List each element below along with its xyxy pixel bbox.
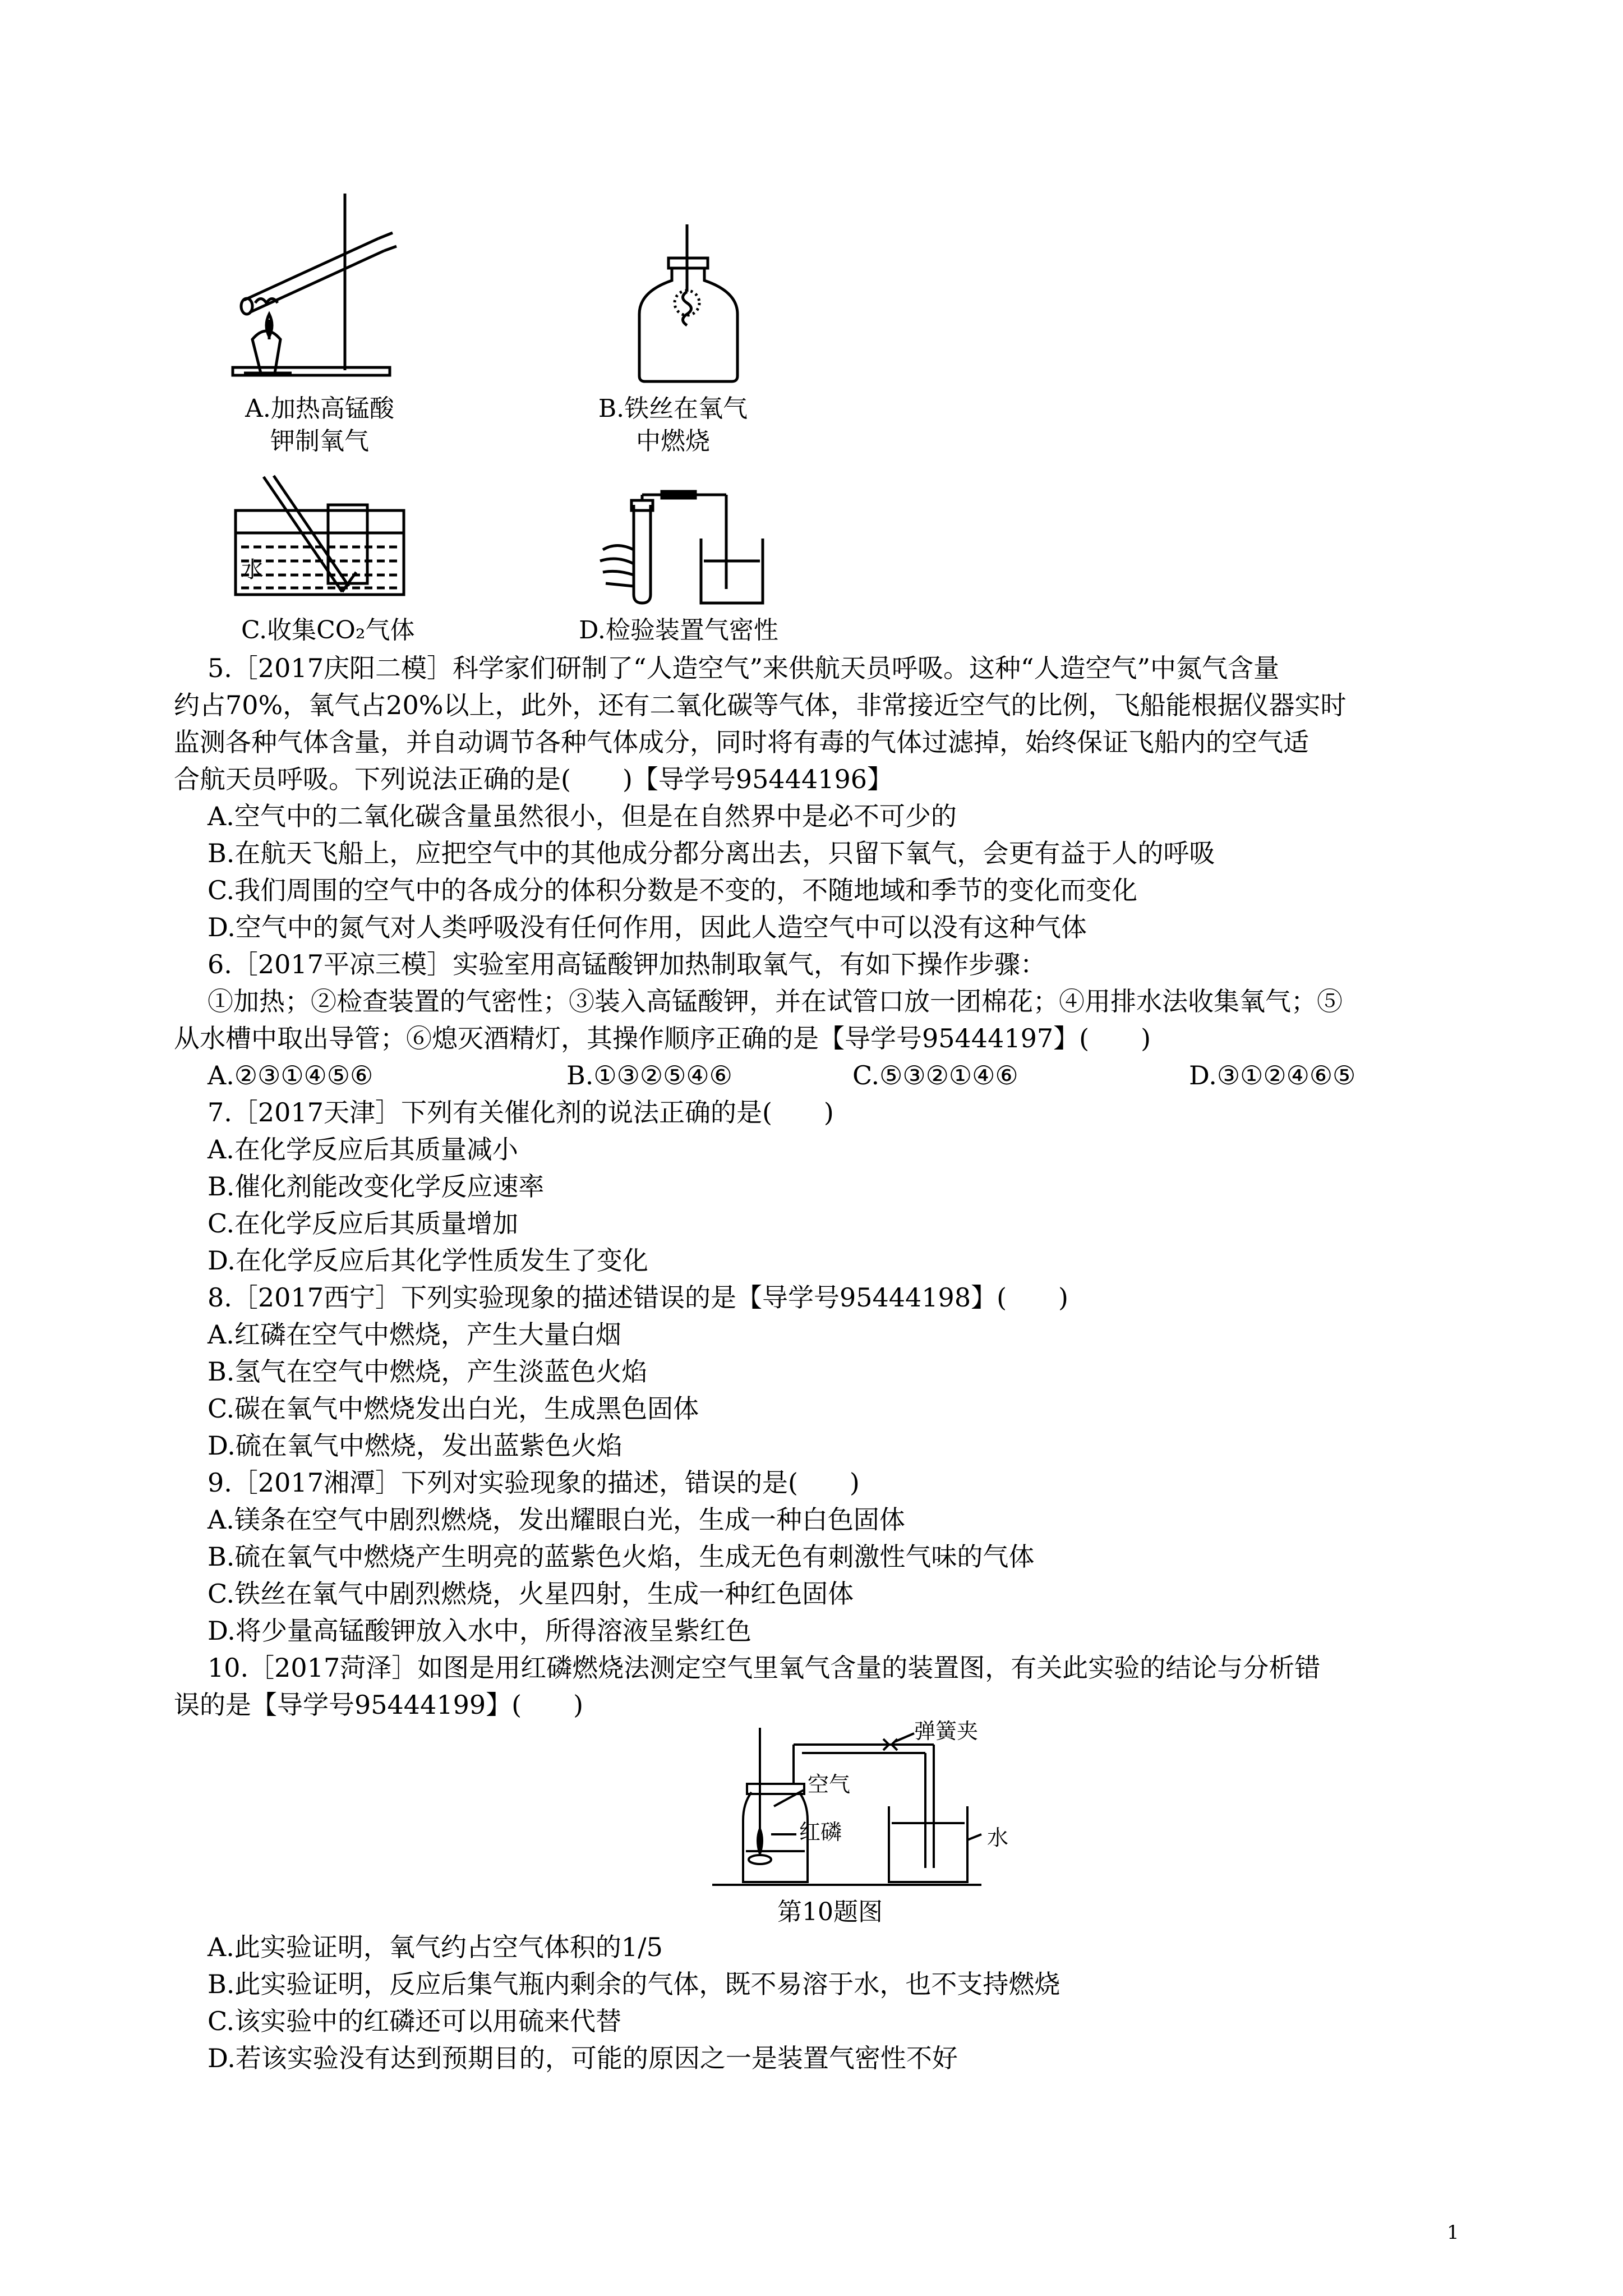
q5-line-2: 约占70%，氧气占20%以上，此外，还有二氧化碳等气体，非常接近空气的比例，飞船能根据仪器实时	[174, 690, 1347, 720]
q7-option-c[interactable]: C.在化学反应后其质量增加	[208, 1208, 519, 1239]
q8-stem: 8.［2017西宁］下列实验现象的描述错误的是【导学号95444198】( )	[208, 1282, 1068, 1313]
figure-a-caption: A.加热高锰酸 钾制氧气	[245, 394, 394, 455]
q10-label-water: 水	[987, 1825, 1009, 1850]
q5-option-d[interactable]: D.空气中的氮气对人类呼吸没有任何作用，因此人造空气中可以没有这种气体	[208, 912, 1087, 942]
q6-option-a[interactable]: A.②③①④⑤⑥	[208, 1060, 374, 1091]
figure-d-airtightness-check	[594, 494, 768, 606]
q6-option-d[interactable]: D.③①②④⑥⑤	[1189, 1060, 1356, 1091]
q9-option-a[interactable]: A.镁条在空气中剧烈燃烧，发出耀眼白光，生成一种白色固体	[208, 1504, 905, 1535]
q10-option-b[interactable]: B.此实验证明，反应后集气瓶内剩余的气体，既不易溶于水，也不支持燃烧	[208, 1969, 1061, 1999]
q6-line-3: 从水槽中取出导管；⑥熄灭酒精灯，其操作顺序正确的是【导学号95444197】( )	[174, 1023, 1151, 1053]
figure-a-heating-kmno4	[222, 188, 423, 379]
q7-option-a[interactable]: A.在化学反应后其质量减小	[208, 1134, 518, 1165]
figure-b-caption: B.铁丝在氧气 中燃烧	[598, 394, 748, 455]
q10-option-a[interactable]: A.此实验证明，氧气约占空气体积的1/5	[208, 1932, 663, 1962]
q7-option-b[interactable]: B.催化剂能改变化学反应速率	[208, 1171, 545, 1202]
q8-option-a[interactable]: A.红磷在空气中燃烧，产生大量白烟	[208, 1319, 621, 1350]
q8-option-d[interactable]: D.硫在氧气中燃烧，发出蓝紫色火焰	[208, 1430, 623, 1461]
q5-option-b[interactable]: B.在航天飞船上，应把空气中的其他成分都分离出去，只留下氧气，会更有益于人的呼吸	[208, 838, 1215, 868]
q6-option-b[interactable]: B.①③②⑤④⑥	[566, 1060, 732, 1091]
q9-option-d[interactable]: D.将少量高锰酸钾放入水中，所得溶液呈紫红色	[208, 1616, 751, 1646]
q6-option-c[interactable]: C.⑤③②①④⑥	[852, 1060, 1018, 1091]
q10-line-2: 误的是【导学号95444199】( )	[174, 1690, 584, 1720]
q8-option-b[interactable]: B.氢气在空气中燃烧，产生淡蓝色火焰	[208, 1356, 648, 1387]
q10-label-clamp: 弹簧夹	[914, 1719, 979, 1743]
q8-option-c[interactable]: C.碳在氧气中燃烧发出白光，生成黑色固体	[208, 1393, 699, 1424]
q5-line-3: 监测各种气体含量，并自动调节各种气体成分，同时将有毒的气体过滤掉，始终保证飞船内的空气适	[174, 727, 1309, 757]
q9-option-c[interactable]: C.铁丝在氧气中剧烈燃烧，火星四射，生成一种红色固体	[208, 1579, 854, 1609]
figure-c-water-label: 水	[241, 557, 264, 583]
q10-option-d[interactable]: D.若该实验没有达到预期目的，可能的原因之一是装置气密性不好	[208, 2043, 958, 2073]
q10-line-1: 10.［2017菏泽］如图是用红磷燃烧法测定空气里氧气含量的装置图，有关此实验的结论与分析错	[208, 1653, 1321, 1683]
q9-option-b[interactable]: B.硫在氧气中燃烧产生明亮的蓝紫色火焰，生成无色有刺激性气味的气体	[208, 1542, 1035, 1572]
figure-d-caption: D.检验装置气密性	[579, 616, 778, 645]
q5-line-4: 合航天员呼吸。下列说法正确的是( )【导学号95444196】	[174, 764, 893, 794]
figure-b-iron-wire-in-oxygen	[634, 219, 746, 387]
figure-c-caption: C.收集CO₂气体	[241, 616, 415, 645]
q10-option-c[interactable]: C.该实验中的红磷还可以用硫来代替	[208, 2006, 622, 2036]
q6-line-2: ①加热；②检查装置的气密性；③装入高锰酸钾，并在试管口放一团棉花；④用排水法收集氧气；⑤	[208, 986, 1343, 1016]
q7-option-d[interactable]: D.在化学反应后其化学性质发生了变化	[208, 1245, 648, 1276]
q5-line-1: 5.［2017庆阳二模］科学家们研制了“人造空气”来供航天员呼吸。这种“人造空气”中氮气含量	[208, 653, 1280, 683]
q10-label-phosphorus: 红磷	[799, 1820, 842, 1844]
q10-figure-caption: 第10题图	[777, 1898, 883, 1926]
q10-label-air: 空气	[808, 1772, 851, 1797]
q5-option-a[interactable]: A.空气中的二氧化碳含量虽然很小，但是在自然界中是必不可少的	[208, 801, 957, 831]
q5-option-c[interactable]: C.我们周围的空气中的各成分的体积分数是不变的，不随地域和季节的变化而变化	[208, 875, 1138, 905]
q7-stem: 7.［2017天津］下列有关催化剂的说法正确的是( )	[208, 1097, 834, 1128]
q6-line-1: 6.［2017平凉三模］实验室用高锰酸钾加热制取氧气，有如下操作步骤：	[208, 949, 1046, 979]
page-number: 1	[1447, 2221, 1459, 2244]
q9-stem: 9.［2017湘潭］下列对实验现象的描述，错误的是( )	[208, 1467, 860, 1498]
